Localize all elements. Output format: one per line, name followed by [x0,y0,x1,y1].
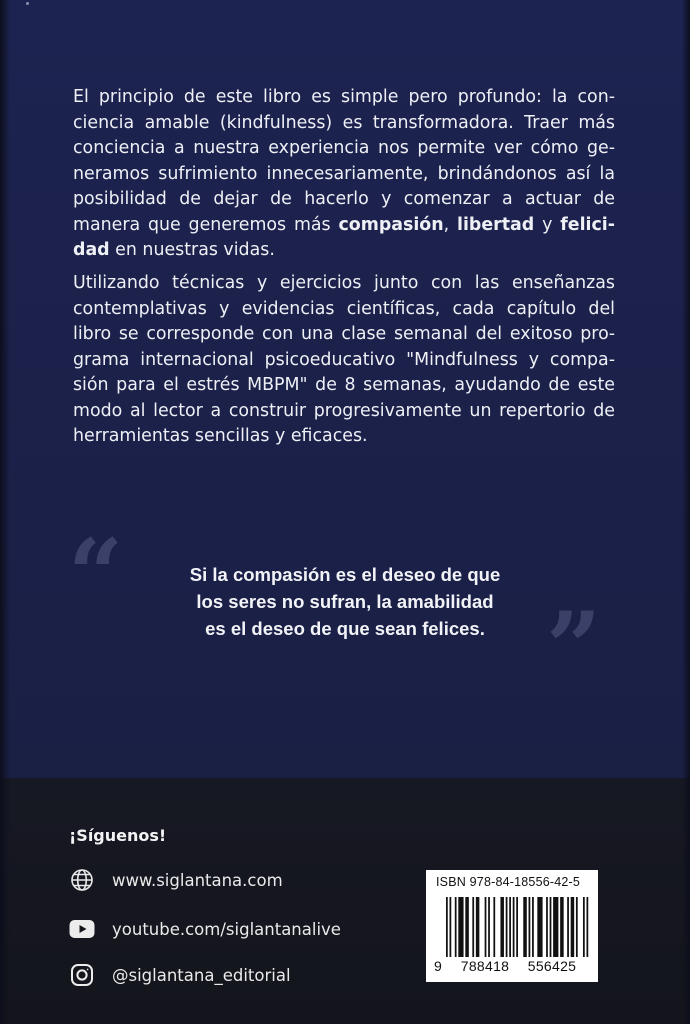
follow-us-heading: ¡Síguenos! [69,826,167,845]
barcode-bar [576,897,578,957]
barcode-bar [485,897,487,957]
website-link[interactable]: www.siglantana.com [112,870,283,890]
cover-speck [26,2,29,5]
barcode-bar [532,897,534,957]
open-quote-mark: “ [68,518,124,631]
youtube-icon [69,916,95,942]
youtube-link[interactable]: youtube.com/siglantanalive [112,919,341,939]
barcode-bar [567,897,569,957]
blurb-paragraph-2: Utilizando técnicas y ejercicios junto con las enseñanzas contemplativas y evidencias científicas, cada capítulo del libro se corresponde con una clase semanal del exitoso programa internacional psicoeducativo "Mindfulness y compasión para el estrés MBPM" de 8 semanas, ayudando de este modo al lector a construir progresivamente un repertorio de herramientas sencillas y eficaces. [73,273,615,446]
barcode-bar [583,897,585,957]
isbn-barcode [426,870,598,982]
globe-icon [69,867,95,893]
barcode-bar [509,897,511,957]
barcode-bar [523,897,527,957]
barcode-digits [434,958,594,974]
isbn-label: ISBN 978-84-18556-42-5 [436,875,581,889]
blurb-bold-compasion: compasión [338,214,444,235]
pull-quote [140,561,550,642]
blurb-p1-sep1: , [443,214,457,235]
barcode-bar [506,897,508,957]
cover-left-edge [0,0,10,1024]
barcode-bar [537,897,542,957]
instagram-handle[interactable]: @siglantana_editorial [112,965,291,985]
barcode-bar [560,897,564,957]
barcode-digit-group-1: 788418 [460,958,510,974]
barcode-digit-group-2: 556425 [527,958,577,974]
barcode-bar [450,897,452,957]
barcode-bar [493,897,495,957]
barcode-bar [550,897,552,957]
barcode-bar [472,897,474,957]
barcode-bar [553,897,558,957]
barcode-bar [516,897,518,957]
barcode-bar [446,897,448,957]
blurb-bold-libertad: libertad [457,214,535,235]
barcode-bars [446,897,590,957]
barcode-bar [488,897,490,957]
youtube-row[interactable] [69,916,341,942]
close-quote-mark: ” [546,591,602,704]
pull-quote-line-1: Si la compasión es el deseo de que [189,564,501,585]
barcode-bar [513,897,515,957]
barcode-bar [455,897,457,957]
barcode-bar [529,897,531,957]
barcode-digit-lead: 9 [434,958,443,974]
website-row[interactable] [69,867,283,893]
barcode-bar [586,897,588,957]
barcode-bar [546,897,548,957]
blurb-p1-end: en nuestras vidas. [109,240,275,260]
blurb-p1-sep2: y [534,214,561,235]
cover-right-edge [682,0,690,1024]
barcode-bar [465,897,469,957]
barcode-bar [458,897,463,957]
instagram-row[interactable] [69,962,291,988]
barcode-bar [476,897,480,957]
blurb-bold-felicidad: felicidad [73,214,615,260]
instagram-icon [69,962,95,988]
pull-quote-line-3: es el deseo de que sean felices. [205,618,485,639]
barcode-bar [500,897,504,957]
pull-quote-line-2: los seres no sufran, la amabilidad [196,591,494,612]
blurb-p1-text: El principio de este libro es simple pero profundo: la conciencia amable (kindfulness) es transformadora. Traer más conciencia a nuestra experiencia nos permite ver cómo generamos sufrimiento innecesariamente, brindándonos así la posibilidad de dejar de hacerlo y comenzar a actuar de manera que generemos más [73,87,615,235]
barcode-bar [571,897,575,957]
blurb-paragraph-1 [73,85,615,264]
